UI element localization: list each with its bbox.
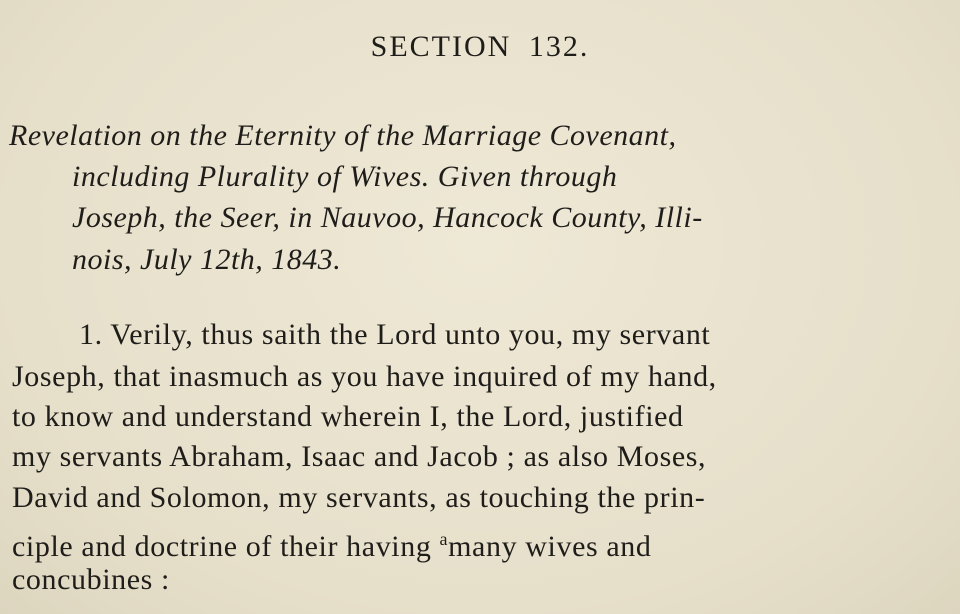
section-heading: SECTION 132. [370, 30, 590, 63]
verse-line: Joseph, that inasmuch as you have inquired of my hand, [12, 360, 717, 393]
section-caption-line: including Plurality of Wives. Given through [72, 160, 618, 193]
footnote-marker: a [439, 529, 449, 549]
section-caption-line: Revelation on the Eternity of the Marriage Covenant, [9, 119, 677, 152]
section-caption-line: nois, July 12th, 1843. [72, 243, 342, 276]
verse-line: 1. Verily, thus saith the Lord unto you, my servant [79, 318, 711, 351]
verse-line: my servants Abraham, Isaac and Jacob ; as also Moses, [12, 440, 707, 473]
verse-line: David and Solomon, my servants, as touching the prin- [12, 481, 706, 514]
verse-line: to know and understand wherein I, the Lord, justified [12, 400, 684, 433]
verse-text: many wives and [448, 530, 652, 563]
section-caption-line: Joseph, the Seer, in Nauvoo, Hancock County, Illi- [72, 201, 703, 234]
verse-text: ciple and doctrine of their having [12, 530, 440, 563]
verse-line: concubines : [12, 563, 170, 596]
